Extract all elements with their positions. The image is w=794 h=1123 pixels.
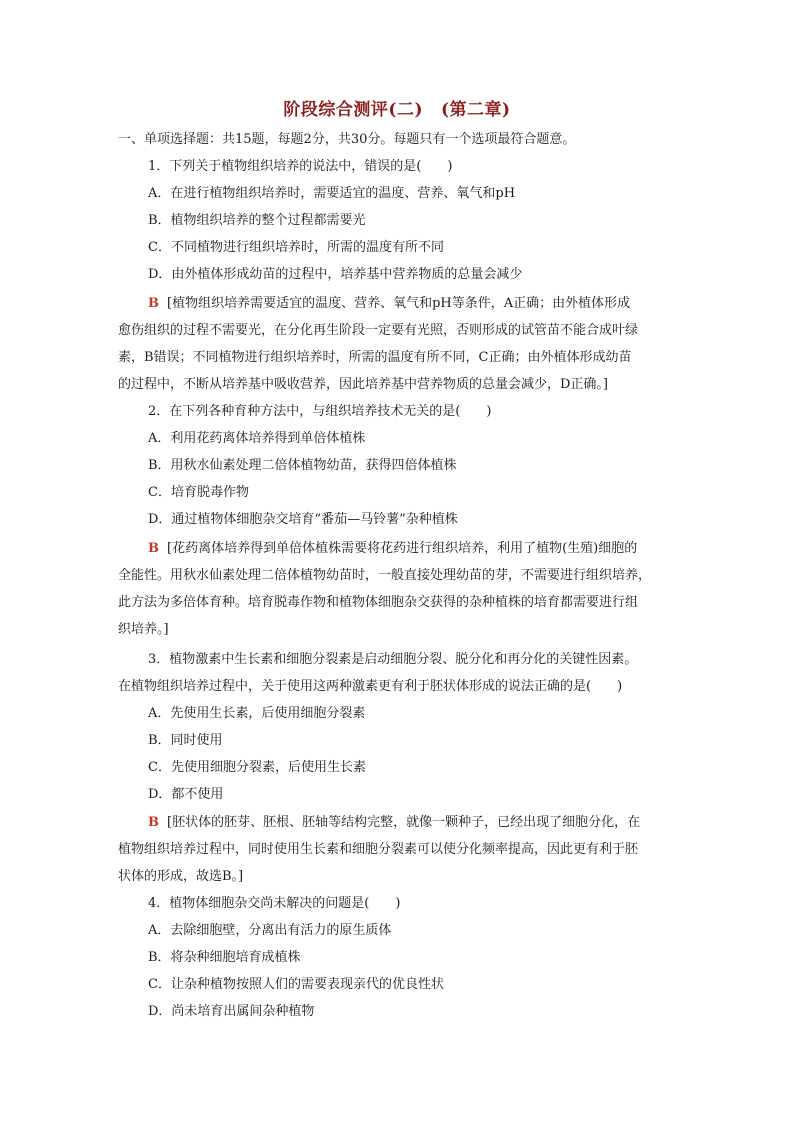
q4-stem: 4．植物体细胞杂交尚未解决的问题是( ) bbox=[148, 896, 401, 911]
q3-answer-key: B bbox=[148, 815, 159, 830]
q2-answer-key: B bbox=[148, 541, 159, 556]
q3-option-d: D．都不使用 bbox=[148, 787, 224, 802]
q4-option-b: B．将杂种细胞培育成植株 bbox=[148, 950, 301, 965]
title-chapter: (第二章) bbox=[441, 100, 511, 120]
q3-option-a: A．先使用生长素，后使用细胞分裂素 bbox=[148, 706, 366, 721]
q1-option-c: C．不同植物进行组织培养时，所需的温度有所不同 bbox=[148, 240, 444, 255]
q1-option-b: B．植物组织培养的整个过程都需要光 bbox=[148, 213, 366, 228]
q1-explanation-line: 愈伤组织的过程不需要光，在分化再生阶段一定要有光照，否则形成的试管苗不能合成叶绿 bbox=[118, 323, 639, 338]
q3-answer bbox=[148, 813, 640, 833]
q2-option-c: C．培育脱毒作物 bbox=[148, 485, 249, 500]
q2-explanation-line: 全能性。用秋水仙素处理二倍体植物幼苗时，一般直接处理幼苗的芽，不需要进行组织培养， bbox=[118, 568, 652, 583]
page-title bbox=[0, 95, 794, 120]
q3-stem-cont: 在植物组织培养过程中，关于使用这两种激素更有利于胚状体形成的说法正确的是( ) bbox=[118, 679, 623, 694]
q1-answer bbox=[148, 294, 630, 314]
q1-explanation-line: [植物组织培养需要适宜的温度、营养、氧气和pH等条件，A正确；由外植体形成 bbox=[167, 296, 631, 311]
q3-stem: 3．植物激素中生长素和细胞分裂素是启动细胞分裂、脱分化和再分化的关键性因素。 bbox=[148, 652, 638, 667]
q3-explanation-line: [胚状体的胚芽、胚根、胚轴等结构完整，就像一颗种子，已经出现了细胞分化，在 bbox=[167, 815, 641, 830]
q4-option-a: A．去除细胞壁，分离出有活力的原生质体 bbox=[148, 923, 392, 938]
q2-option-b: B．用秋水仙素处理二倍体植物幼苗，获得四倍体植株 bbox=[148, 458, 457, 473]
q1-option-d: D．由外植体形成幼苗的过程中，培养基中营养物质的总量会减少 bbox=[148, 267, 523, 282]
q2-answer bbox=[148, 539, 637, 559]
q1-answer-key: B bbox=[148, 296, 159, 311]
q1-option-a: A．在进行植物组织培养时，需要适宜的温度、营养、氧气和pH bbox=[148, 186, 516, 201]
section-header: 一、单项选择题：共15题，每题2分，共30分。每题只有一个选项最符合题意。 bbox=[118, 132, 576, 147]
q3-explanation-line: 状体的形成，故选B。] bbox=[118, 869, 244, 884]
q1-explanation-line: 的过程中，不断从培养基中吸收营养，因此培养基中营养物质的总量会减少，D正确。] bbox=[118, 377, 608, 392]
q2-stem: 2．在下列各种育种方法中，与组织培养技术无关的是( ) bbox=[148, 404, 492, 419]
q2-explanation-line: [花药离体培养得到单倍体植株需要将花药进行组织培养，利用了植物(生殖)细胞的 bbox=[167, 541, 638, 556]
q1-explanation-line: 素，B错误；不同植物进行组织培养时，所需的温度有所不同，C正确；由外植体形成幼苗 bbox=[118, 350, 632, 365]
q3-option-c: C．先使用细胞分裂素，后使用生长素 bbox=[148, 760, 366, 775]
q2-option-a: A．利用花药离体培养得到单倍体植株 bbox=[148, 431, 366, 446]
q2-option-d: D．通过植物体细胞杂交培育“番茄—马铃薯”杂种植株 bbox=[148, 512, 458, 527]
q3-explanation-line: 植物组织培养过程中，同时使用生长素和细胞分裂素可以使分化频率提高，因此更有利于胚 bbox=[118, 842, 639, 857]
q2-explanation-line: 织培养。] bbox=[118, 622, 169, 637]
q4-option-c: C．让杂种植物按照人们的需要表现亲代的优良性状 bbox=[148, 977, 444, 992]
q4-option-d: D．尚未培育出属间杂种植物 bbox=[148, 1004, 315, 1019]
q1-stem: 1．下列关于植物组织培养的说法中，错误的是( ) bbox=[148, 159, 453, 174]
q3-option-b: B．同时使用 bbox=[148, 733, 223, 748]
title-main: 阶段综合测评(二) bbox=[283, 100, 423, 120]
q2-explanation-line: 此方法为多倍体育种。培育脱毒作物和植物体细胞杂交获得的杂种植株的培育都需要进行组 bbox=[118, 595, 639, 610]
